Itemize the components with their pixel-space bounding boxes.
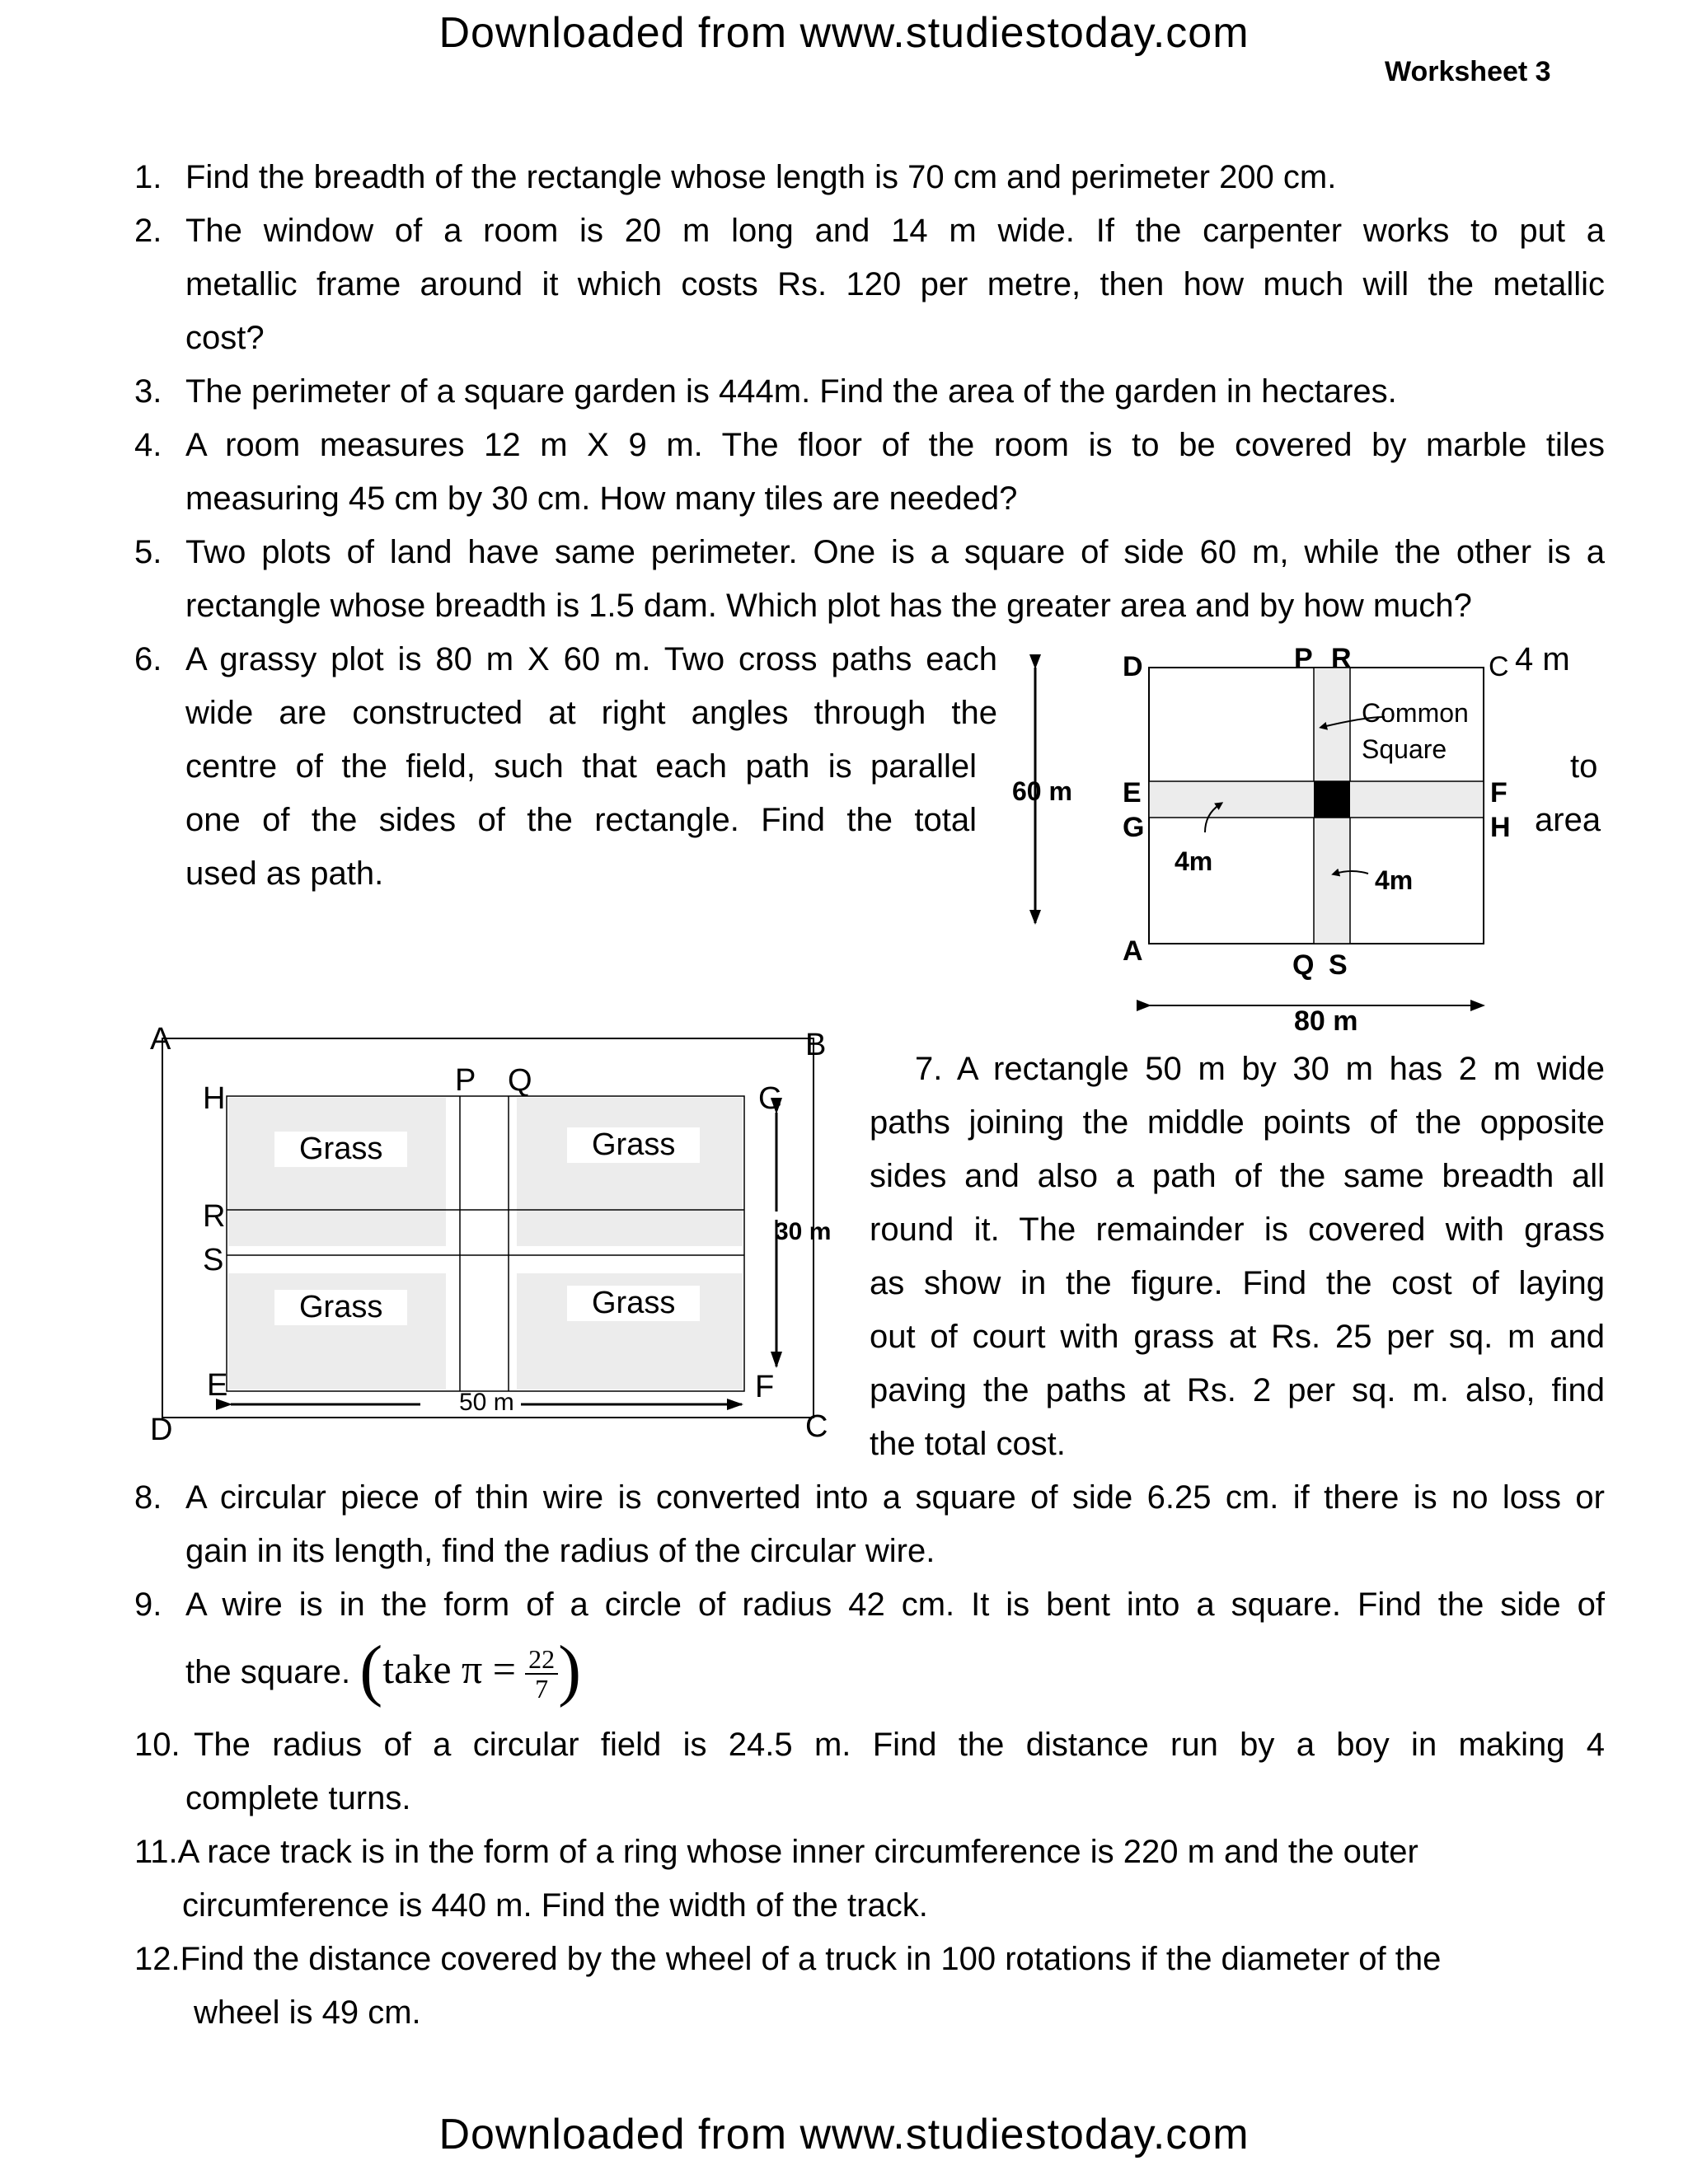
corner-label-G: G	[758, 1081, 783, 1116]
worksheet-label: Worksheet 3	[1385, 56, 1551, 87]
grass-plot	[228, 1098, 446, 1246]
corner-label-G: G	[1123, 812, 1145, 843]
question-text: one of the sides of the rectangle. Find the total	[185, 802, 977, 838]
question-text: complete turns.	[185, 1780, 411, 1816]
question-text: used as path.	[185, 855, 384, 892]
question-text: gain in its length, find the radius of the circular wire.	[185, 1533, 935, 1569]
question-text: cost?	[185, 320, 265, 356]
question-text: The radius of a circular field is 24.5 m. Find the distance run by a boy in making 4	[194, 1727, 1605, 1763]
header-source-text: Downloaded from www.studiestoday.com	[438, 9, 1250, 57]
corner-label-Q: Q	[1292, 949, 1315, 981]
corner-label-F: F	[1490, 777, 1507, 808]
corner-label-H: H	[1490, 812, 1511, 843]
paren-open: (	[359, 1632, 383, 1708]
question-text-fragment: area	[1535, 802, 1601, 838]
question-number: 10.	[134, 1727, 181, 1763]
pi-expression: take π =	[382, 1646, 516, 1692]
corner-label-A: A	[1123, 935, 1143, 967]
question-text: as show in the figure. Find the cost of laying	[870, 1265, 1605, 1301]
height-label: 60 m	[1012, 776, 1072, 806]
question-number: 1.	[134, 159, 162, 195]
corner-label-D: D	[150, 1413, 173, 1447]
question-text: wide are constructed at right angles through the	[185, 695, 997, 731]
grass-label: Grass	[274, 1132, 407, 1167]
question-number: 5.	[134, 534, 162, 570]
figure-cross-paths-drawing	[989, 635, 1500, 1030]
corner-label-C: C	[805, 1409, 828, 1444]
question-text: A room measures 12 m X 9 m. The floor of the room is to be covered by marble tiles	[185, 427, 1605, 463]
question-number: 8.	[134, 1479, 162, 1516]
question-text: sides and also a path of the same breadth all	[870, 1158, 1605, 1194]
question-number: 9.	[134, 1586, 162, 1623]
corner-label-P: P	[1294, 643, 1313, 674]
fraction-denominator: 7	[535, 1674, 549, 1704]
question-text: circumference is 440 m. Find the width of the track.	[182, 1887, 928, 1924]
grass-plot	[517, 1098, 743, 1246]
question-text: rectangle whose breadth is 1.5 dam. Which plot has the greater area and by how much?	[185, 588, 1472, 624]
question-text: The window of a room is 20 m long and 14 m wide. If the carpenter works to put a	[185, 213, 1605, 249]
corner-label-C: C	[1489, 651, 1509, 682]
corner-label-E: E	[1123, 777, 1142, 808]
common-square-label: Square	[1362, 734, 1447, 764]
question-text: paving the paths at Rs. 2 per sq. m. also, find	[870, 1372, 1605, 1408]
figure-rectangle-paths-drawing	[148, 1022, 857, 1451]
question-text: measuring 45 cm by 30 cm. How many tiles are needed?	[185, 480, 1018, 517]
question-text: 7. A rectangle 50 m by 30 m has 2 m wide	[915, 1051, 1605, 1087]
question-number: 4.	[134, 427, 162, 463]
corner-label-B: B	[805, 1028, 827, 1062]
question-text: paths joining the middle points of the opposite	[870, 1104, 1605, 1141]
common-square-label: Common	[1362, 698, 1469, 728]
footer-source-text: Downloaded from www.studiestoday.com	[438, 2111, 1250, 2158]
paren-close: )	[558, 1632, 582, 1708]
corner-label-D: D	[1123, 651, 1143, 682]
question-number: 6.	[134, 641, 162, 677]
path-width-label: 4m	[1375, 865, 1414, 895]
question-text-fragment: 4 m	[1515, 641, 1570, 677]
question-number: 3.	[134, 373, 162, 410]
corner-label-A: A	[150, 1022, 171, 1057]
path-width-label: 4m	[1175, 846, 1213, 876]
width-label: 50 m	[459, 1389, 514, 1416]
corner-label-H: H	[203, 1081, 226, 1116]
corner-label-F: F	[755, 1370, 775, 1404]
corner-label-P: P	[455, 1063, 476, 1098]
width-label: 80 m	[1294, 1005, 1358, 1037]
corner-label-R: R	[203, 1199, 226, 1234]
grass-label: Grass	[274, 1290, 407, 1325]
question-text-part: the square.	[185, 1654, 351, 1690]
question-text: Two plots of land have same perimeter. One is a square of side 60 m, while the other is a	[185, 534, 1605, 570]
question-text: A wire is in the form of a circle of radius 42 cm. It is bent into a square. Find the side of	[185, 1586, 1605, 1623]
fraction-numerator: 22	[525, 1645, 558, 1675]
corner-label-R: R	[1331, 643, 1352, 674]
question-text: 11.A race track is in the form of a ring whose inner circumference is 220 m and the outer	[134, 1834, 1418, 1870]
question-text: centre of the field, such that each path is parallel	[185, 748, 977, 785]
corner-label-Q: Q	[508, 1063, 532, 1098]
question-text	[185, 1632, 582, 1708]
question-text: The perimeter of a square garden is 444m. Find the area of the garden in hectares.	[185, 373, 1397, 410]
corner-label-S: S	[203, 1243, 224, 1277]
corner-label-E: E	[207, 1368, 228, 1403]
common-square	[1314, 781, 1350, 818]
grass-label: Grass	[567, 1127, 700, 1163]
question-text: out of court with grass at Rs. 25 per sq. m and	[870, 1319, 1605, 1355]
question-text: A circular piece of thin wire is converted into a square of side 6.25 cm. if there is no loss or	[185, 1479, 1605, 1516]
grass-label: Grass	[567, 1286, 700, 1321]
question-text: the total cost.	[870, 1426, 1066, 1462]
question-text: A grassy plot is 80 m X 60 m. Two cross paths each	[185, 641, 997, 677]
height-label: 30 m	[775, 1218, 832, 1245]
corner-label-S: S	[1329, 949, 1348, 981]
fraction	[525, 1645, 558, 1703]
question-text: Find the breadth of the rectangle whose length is 70 cm and perimeter 200 cm.	[185, 159, 1337, 195]
question-text-fragment: to	[1570, 748, 1598, 785]
question-text: metallic frame around it which costs Rs. 120 per metre, then how much will the metallic	[185, 266, 1605, 302]
question-text: wheel is 49 cm.	[194, 1994, 421, 2031]
question-number: 2.	[134, 213, 162, 249]
question-text: round it. The remainder is covered with grass	[870, 1212, 1605, 1248]
question-text: 12.Find the distance covered by the wheel of a truck in 100 rotations if the diameter of the	[134, 1941, 1442, 1977]
